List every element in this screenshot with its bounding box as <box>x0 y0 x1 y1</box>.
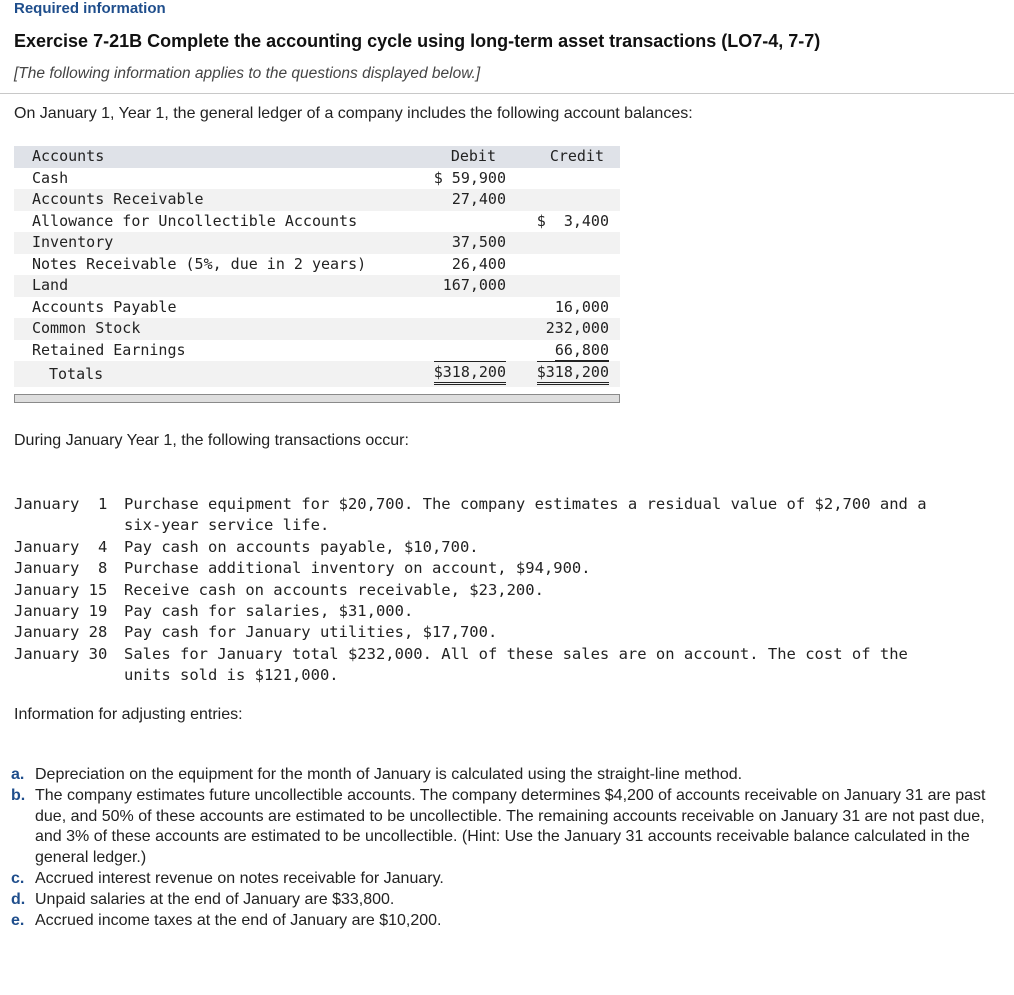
transaction-date: January 4 <box>14 537 108 556</box>
transaction-text: six-year service life. <box>124 516 330 535</box>
list-item <box>11 786 1001 869</box>
list-item-continuation <box>14 665 927 686</box>
transaction-date: January 19 <box>14 601 108 620</box>
table-row <box>14 254 620 276</box>
item-text: Accrued income taxes at the end of January are $10,200. <box>35 911 442 929</box>
credit-value: 16,000 <box>554 297 609 316</box>
account-name: Allowance for Uncollectible Accounts <box>32 211 358 230</box>
transaction-date: January 28 <box>14 623 108 642</box>
transaction-date: January 30 <box>14 644 108 663</box>
table-horizontal-scrollbar[interactable] <box>14 394 620 403</box>
transaction-text: Purchase additional inventory on account, $94,900. <box>124 559 591 578</box>
item-letter: a. <box>11 766 25 783</box>
transaction-text: Pay cash on accounts payable, $10,700. <box>124 537 479 556</box>
accounts-header: Accounts <box>32 147 105 165</box>
transaction-date: January 15 <box>14 580 108 599</box>
table-row <box>14 340 620 362</box>
list-item <box>11 890 1001 911</box>
list-item <box>11 765 1001 786</box>
account-name: Retained Earnings <box>32 340 186 359</box>
credit-value: 66,800 <box>554 340 609 359</box>
transaction-text: Purchase equipment for $20,700. The company estimates a residual value of $2,700 and a <box>124 495 927 513</box>
debit-value: 27,400 <box>451 190 506 208</box>
table-row <box>14 275 620 297</box>
account-name: Cash <box>32 168 69 187</box>
transactions-list <box>14 494 927 687</box>
account-name: Land <box>32 276 69 294</box>
debit-header: Debit <box>450 147 496 165</box>
item-letter: b. <box>11 786 26 804</box>
list-item <box>14 494 927 515</box>
list-item <box>14 537 927 558</box>
account-name: Notes Receivable (5%, due in 2 years) <box>32 254 367 273</box>
item-text: Depreciation on the equipment for the month of January is calculated using the straight-line method. <box>35 766 743 783</box>
debit-value: 37,500 <box>451 233 506 251</box>
transaction-text: Receive cash on accounts receivable, $23,200. <box>124 580 544 599</box>
list-item <box>14 580 927 601</box>
totals-row <box>14 361 620 387</box>
item-letter: c. <box>11 869 25 887</box>
total-credit: $318,200 <box>537 361 609 385</box>
transaction-text: Sales for January total $232,000. All of these sales are on account. The cost of the <box>124 644 908 663</box>
table-row <box>14 318 620 340</box>
required-information-heading: Required information <box>14 0 166 17</box>
list-item <box>14 644 927 665</box>
table-row <box>14 232 620 254</box>
transaction-text: Pay cash for salaries, $31,000. <box>124 601 414 620</box>
table-row <box>14 189 620 211</box>
intro-text: On January 1, Year 1, the general ledger of a company includes the following account balances: <box>14 105 693 122</box>
trial-balance-table <box>14 146 620 387</box>
exercise-subtitle: [The following information applies to the questions displayed below.] <box>14 65 481 82</box>
table-row <box>14 168 620 190</box>
credit-value: 232,000 <box>545 319 609 337</box>
table-row <box>14 211 620 233</box>
debit-value: 26,400 <box>451 254 506 273</box>
list-item <box>14 601 927 622</box>
list-item <box>11 911 1001 932</box>
totals-label: Totals <box>49 365 104 383</box>
item-letter: d. <box>11 890 26 908</box>
debit-value: 167,000 <box>442 276 506 294</box>
account-name: Inventory <box>32 233 114 251</box>
table-header-row <box>14 146 620 168</box>
exercise-title: Exercise 7-21B Complete the accounting cycle using long-term asset transactions (LO7-4, 7-7) <box>14 31 821 51</box>
transaction-text: units sold is $121,000. <box>124 666 339 685</box>
divider <box>0 93 1014 94</box>
item-text: The company estimates future uncollectible accounts. The company determines $4,200 of accounts receivable on January 31 are past due, and 50% of these accounts are estimated to be uncollectible. The remaining accounts receivable on January 31 are not past due, and 3% of these accounts are estimated to be uncollectible. (Hint: Use the January 31 accounts receivable balance calculated in the general ledger.) <box>35 786 986 867</box>
transaction-text: Pay cash for January utilities, $17,700. <box>124 623 498 642</box>
table-row <box>14 297 620 319</box>
transaction-date: January 8 <box>14 559 108 578</box>
adjustments-list <box>11 765 1001 931</box>
transaction-date: January 1 <box>14 495 108 513</box>
debit-value: $ 59,900 <box>433 168 506 187</box>
adjusting-intro: Information for adjusting entries: <box>14 706 243 723</box>
account-name: Common Stock <box>32 319 141 337</box>
list-item <box>14 622 927 643</box>
list-item <box>11 869 1001 890</box>
item-text: Accrued interest revenue on notes receivable for January. <box>35 869 444 887</box>
item-text: Unpaid salaries at the end of January are $33,800. <box>35 890 395 908</box>
account-name: Accounts Receivable <box>32 190 204 208</box>
credit-value: $ 3,400 <box>536 211 609 230</box>
item-letter: e. <box>11 911 25 929</box>
credit-header: Credit <box>549 147 604 165</box>
list-item-continuation <box>14 515 927 536</box>
list-item <box>14 558 927 579</box>
transactions-intro: During January Year 1, the following transactions occur: <box>14 432 409 449</box>
total-debit: $318,200 <box>434 361 506 385</box>
account-name: Accounts Payable <box>32 297 177 316</box>
